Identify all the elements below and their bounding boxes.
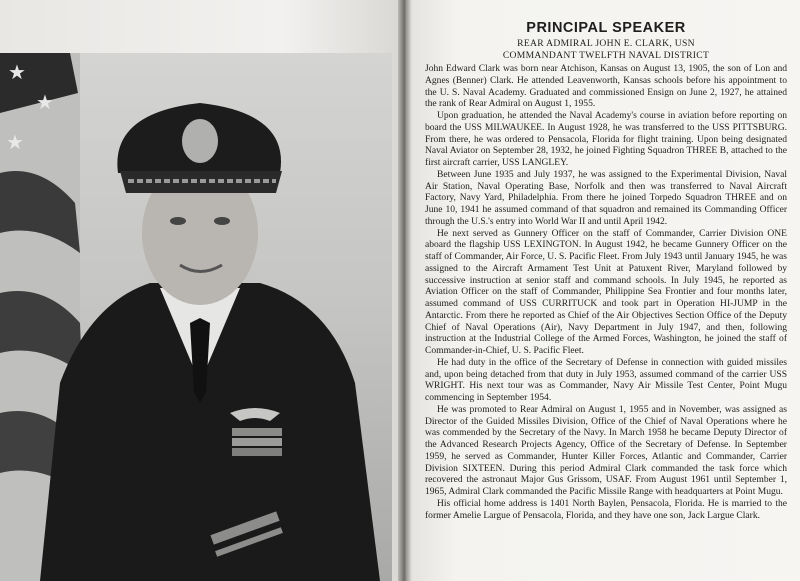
bio-paragraph: He had duty in the office of the Secretary of Defense in connection with guided missiles and, upon being detached from that duty in July 1953, assumed command of the carrier USS WRIGHT. His next tour was as Commander, Navy Air Missile Test Center, Point Mugu commencing in September 1954.: [425, 356, 787, 403]
bio-paragraph: Between June 1935 and July 1937, he was assigned to the Experimental Division, Naval Air Station, Naval Operating Base, Norfolk and then was transferred to Naval Aircraft Factory, Navy Yard, Philadelphia. From there he joined Torpedo Squadron THREE and on June 10, 1941 he assumed command of that squadron and remained its Commanding Officer through the U.S.'s entry into World War II and until April 1942.: [425, 168, 787, 227]
cap-badge-icon: [182, 119, 218, 163]
portrait-illustration: [0, 53, 392, 581]
flag-star-icon: ★: [8, 62, 26, 84]
page-title: PRINCIPAL SPEAKER: [526, 20, 686, 36]
flag-star-icon: ★: [36, 92, 54, 114]
subtitle-rank: REAR ADMIRAL JOHN E. CLARK, USN: [517, 38, 695, 49]
bio-paragraph: John Edward Clark was born near Atchison, Kansas on August 13, 1905, the son of Lon and Agnes (Benner) Clark. He attended Leavenworth, Kansas schools before his appointment to the U. S. Naval Academy. Graduated and commissioned Ensign on June 2, 1927, he attained the rank of Rear Admiral on August 1, 1955.: [425, 63, 787, 110]
portrait-photo: [0, 53, 392, 581]
subtitle-command: COMMANDANT TWELFTH NAVAL DISTRICT: [502, 49, 710, 61]
right-eye: [214, 217, 230, 225]
bio-paragraph: He was promoted to Rear Admiral on August 1, 1955 and in November, was assigned as Director of the Guided Missiles Division, Office of the Chief of Naval Operations where he was commended by the Secretary of the Navy. In March 1958 he became Deputy Director of the Advanced Research Projects Agency, Office of the Secretary of Defense. In September 1959, he served as Commander, Hunter Killer Forces, Atlantic and Commander, Carrier Division SIXTEEN. During this period Admiral Clark commanded the task force which recovered the astronaut Major Gus Grissom, USAF. From August 1961 until September 1, 1965, Admiral Clark commanded the Pacific Missile Range with headquarters at Point Mugu.: [425, 403, 787, 497]
ribbon-bar: [232, 428, 282, 436]
bio-paragraph: Upon graduation, he attended the Naval Academy's course in aviation before reporting on board the USS MILWAUKEE. In August 1928, he was transferred to the USS PITTSBURG. From there, he was ordered to Pensacola, Florida for flight training. Upon being designated Naval Aviator on September 28, 1932, he joined Fighting Squadron THREE B, attached to the first aircraft carrier, USS LANGLEY.: [425, 110, 787, 168]
flag-star-icon: ★: [6, 132, 24, 154]
bio-paragraph: His official home address is 1401 North Baylen, Pensacola, Florida. He is married to the former Amelie Largue of Pensacola, Florida, and they have one son, Jack Largue Clark.: [425, 497, 787, 521]
book-gutter: [398, 0, 412, 581]
ribbon-bar: [232, 448, 282, 456]
bio-body: [425, 63, 787, 521]
left-eye: [170, 217, 186, 225]
bio-text-block: [425, 20, 787, 521]
bio-paragraph: He next served as Gunnery Officer on the staff of Commander, Carrier Division ONE aboard the flagship USS LEXINGTON. In August 1942, he became Gunnery Officer on the staff of Commander, Air Force, U. S. Pacific Fleet. From July 1943 until January 1945, he was assigned to the Aircraft Armament Test Unit at Patuxent River, Maryland followed by successive instruction at senior staff and command schools. In July 1945, he reported as Aviation Officer on the staff of Commander, Philippine Sea Frontier and four months later, assumed command of USS CURRITUCK and took part in Operation HI-JUMP in the Antarctic. From there he reported as Chief of the Air Objectives Section Office of the Deputy Chief of Naval Operations (Air), Navy Department in July 1947, and then, following instruction at the Industrial College of the Armed Forces, Washington, he joined the staff of Commander-in-Chief, U. S. Pacific Fleet.: [425, 227, 787, 356]
ribbon-bar: [232, 438, 282, 446]
